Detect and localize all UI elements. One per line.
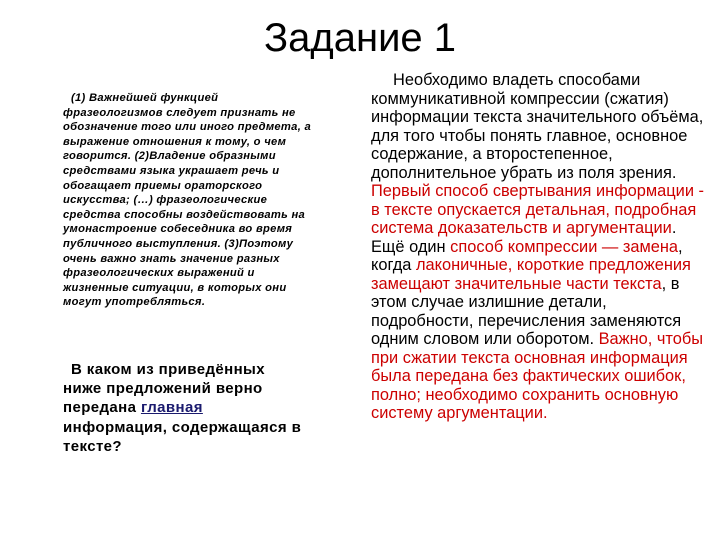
explanation-highlight: способ компрессии — замена [450, 237, 679, 256]
explanation-part: , когда [371, 237, 683, 274]
explanation-part: . Ещё один [371, 219, 677, 256]
slide-title [0, 14, 720, 62]
explanation-highlight: лаконичные, короткие предложения замещают значительные части текста [371, 256, 691, 293]
explanation-part: Необходимо владеть способами коммуникативной компрессии (сжатия) информации текста значительного объёма, для того чтобы понять главное, основное содержание, а второстепенное, дополнительное убрать из поля зрения. [371, 71, 704, 182]
explanation-part: , в этом случае излишние детали, подробности, перечисления заменяются одним словом или оборотом. [371, 274, 682, 348]
explanation-highlight: в тексте опускается детальная, подробная система доказательств и аргументации [371, 200, 697, 237]
question-underlined-word: главная [140, 399, 203, 417]
source-text-body: (1) Важнейшей функцией фразеологизмов следует признать не обозначение того или иного предмета, а выражение отношения к тому, о чем говорится. (2)Владение образными средствами языка украшает речь и обогащает приемы ораторского искусства; (…) фразеологические средства способны воздействовать на умонастроение собеседника во время публичного выступления. (3)Поэтому очень важно знать значение разных фразеологических выражений и жизненные ситуации, в которых они могут употребляться. [63, 92, 312, 309]
explanation-highlight: Первый способ свертывания информации - [371, 182, 705, 200]
question [63, 360, 303, 456]
explanation-highlight: Важно, чтобы при сжатии текста основная информация была передана без фактических ошибок, [371, 330, 704, 385]
slide-title-text: Задание 1 [263, 16, 457, 60]
question-text-after: информация, содержащаяся в тексте? [63, 418, 302, 455]
source-text [63, 91, 315, 310]
explanation-highlight: полно; необходимо сохранить основную систему аргументации. [371, 385, 679, 422]
question-text-before: В каком из приведённых ниже предложений верно передана [63, 361, 265, 417]
explanation-text [371, 71, 706, 423]
